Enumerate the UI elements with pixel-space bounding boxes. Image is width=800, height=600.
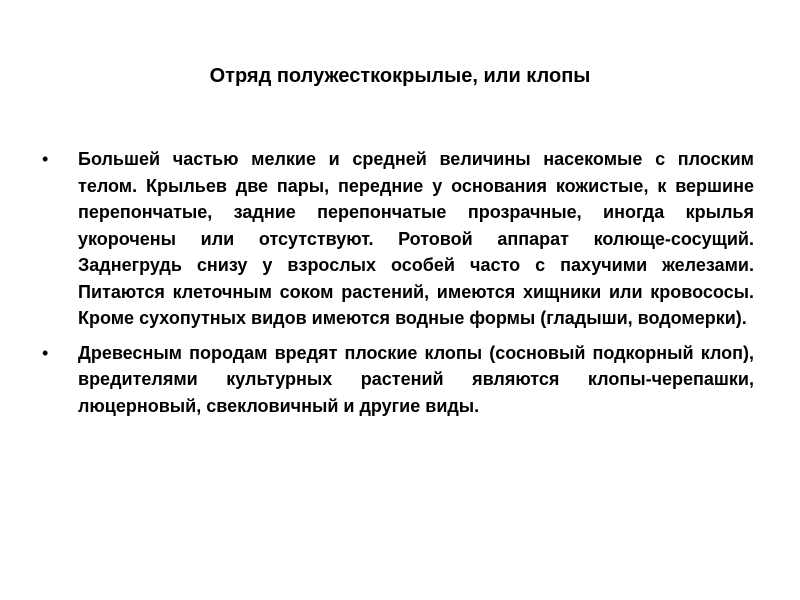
bullet-list [42, 146, 754, 427]
bullet-text: Древесным породам вредят плоские клопы (сосновый подкорный клоп), вредителями культурных растений являются клопы-черепашки, люцерновый, свекловичный и другие виды. [78, 342, 754, 416]
bullet-text: Большей частью мелкие и средней величины насекомые с плоским телом. Крыльев две пары, передние у основания кожистые, к вершине перепончатые, задние перепончатые прозрачные, иногда крылья укорочены или отсутствуют. Ротовой аппарат колюще-сосущий. Заднегрудь снизу у взрослых особей часто с пахучими железами. Питаются клеточным соком растений, имеются хищники или кровососы. Кроме сухопутных видов имеются водные формы (гладыши, водомерки). [78, 149, 754, 328]
bullet-icon: • [42, 149, 49, 169]
bullet-icon: • [42, 342, 49, 363]
bullet-item [42, 340, 754, 420]
slide-title: Отряд полужесткокрылые, или клопы [209, 65, 591, 87]
bullet-item [42, 146, 754, 332]
